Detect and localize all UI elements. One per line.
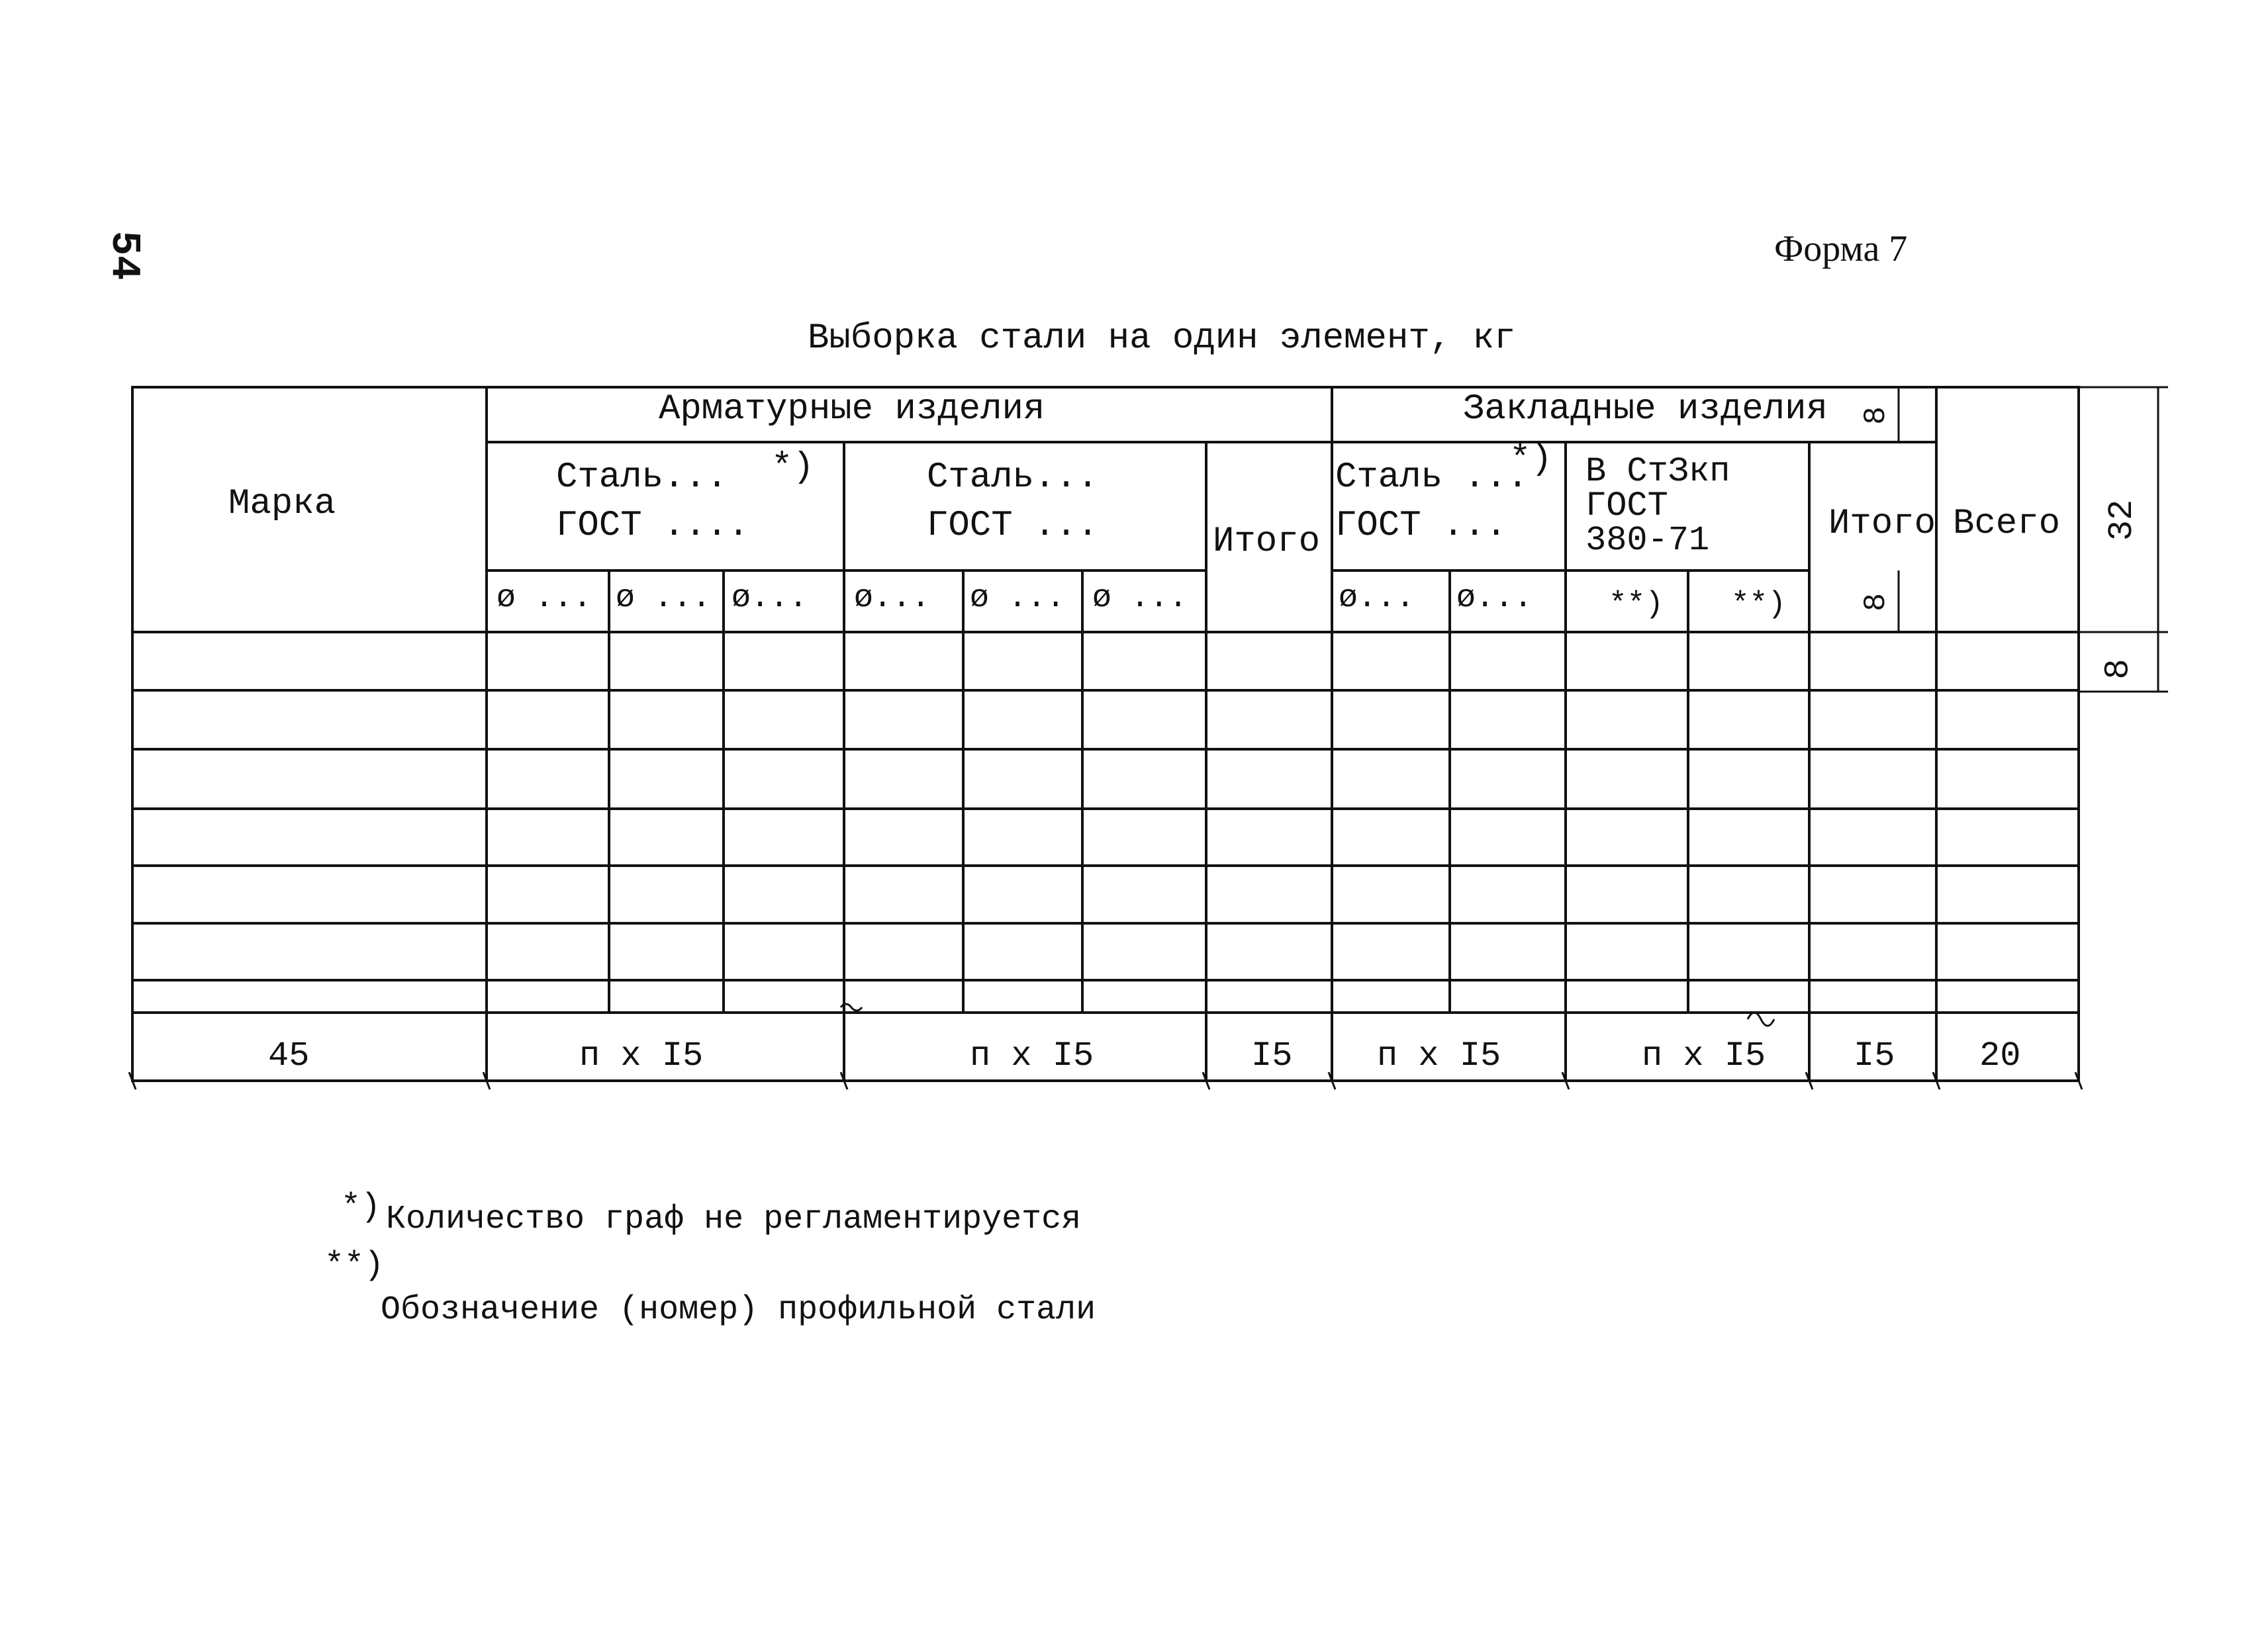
steel-3-line2: ГОСТ ...: [1335, 506, 1507, 546]
note-2-mark: **): [324, 1247, 385, 1285]
width-steel-2: п х I5: [970, 1036, 1094, 1075]
page-number: 54: [101, 230, 148, 281]
header-itogo-2: Итого: [1828, 504, 1936, 544]
width-steel-3: п х I5: [1377, 1036, 1501, 1075]
note-1-mark: *): [341, 1189, 381, 1226]
steel-2-line2: ГОСТ ...: [927, 506, 1099, 546]
page-title: Выборка стали на один элемент, кг: [808, 318, 1516, 359]
dim-row-height: 8: [2099, 659, 2138, 680]
steel-1-note-mark: *): [771, 447, 814, 488]
dim-header-height: 32: [2103, 499, 2142, 541]
header-zaklad-group: Закладные изделия: [1463, 389, 1828, 430]
steel-4-line1: В СтЗкп: [1585, 452, 1730, 491]
dim-diameter-row: 8: [1858, 593, 1893, 612]
steel-4-line3: 380-71: [1585, 521, 1710, 560]
form-label: Форма 7: [1774, 228, 1908, 269]
diameter-cell: ø...: [1339, 580, 1415, 616]
header-armatur-group: Арматурные изделия: [659, 389, 1045, 430]
header-vsego: Всего: [1953, 504, 2061, 544]
diameter-cell: ø...: [854, 580, 931, 616]
steel-3-line1: Сталь ...: [1335, 457, 1529, 498]
width-itogo-2: I5: [1854, 1036, 1895, 1075]
diameter-cell: ø ...: [1092, 580, 1188, 616]
profile-mark: **): [1731, 587, 1786, 621]
diameter-cell: ø ...: [970, 580, 1066, 616]
table-outer-border: [132, 387, 2079, 1081]
steel-3-note-mark: *): [1509, 439, 1552, 480]
width-steel-4: п х I5: [1642, 1036, 1766, 1075]
width-steel-1: п х I5: [579, 1036, 704, 1075]
steel-2-line1: Сталь...: [927, 457, 1099, 498]
diameter-cell: ø ...: [616, 580, 712, 616]
profile-mark: **): [1609, 587, 1664, 621]
dim-group-header: 8: [1858, 406, 1893, 425]
diameter-cell: ø ...: [496, 580, 592, 616]
width-itogo-1: I5: [1251, 1036, 1293, 1075]
steel-1-line2: ГОСТ ....: [556, 506, 749, 546]
diameter-cell: ø...: [732, 580, 808, 616]
header-itogo-1: Итого: [1213, 522, 1321, 562]
width-vsego: 20: [1979, 1036, 2021, 1075]
width-marka: 45: [268, 1036, 310, 1075]
steel-4-line2: ГОСТ: [1585, 486, 1668, 525]
note-2-text: Обозначение (номер) профильной стали: [381, 1291, 1096, 1329]
header-marka: Марка: [228, 484, 336, 524]
steel-1-line1: Сталь...: [556, 457, 728, 498]
note-1-text: Количество граф не регламентируется: [386, 1201, 1082, 1238]
diameter-cell: ø...: [1456, 580, 1533, 616]
